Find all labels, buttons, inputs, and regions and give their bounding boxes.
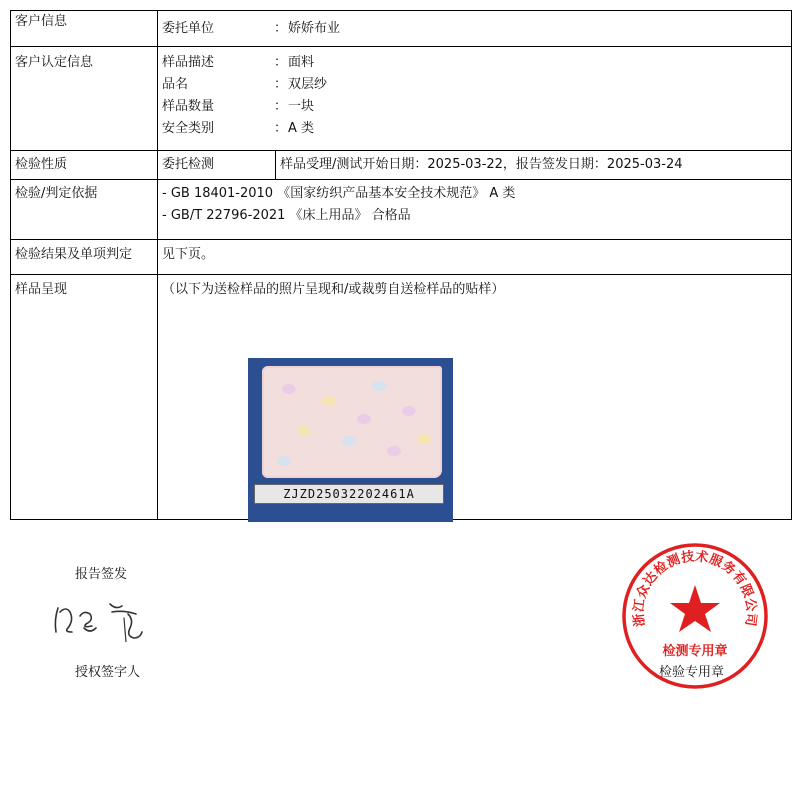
item-sep: ： xyxy=(274,77,288,92)
row-label-nature: 检验性质 xyxy=(11,151,158,180)
seal-company-text: 浙江众达检测技术服务有限公司 xyxy=(631,549,759,628)
item-sep: ： xyxy=(274,99,288,114)
sample-label: 样品呈现 xyxy=(15,282,68,297)
basis-label: 检验/判定依据 xyxy=(15,186,98,201)
report-issue-label: 报告签发 xyxy=(75,567,128,582)
row-content-customer xyxy=(158,11,792,47)
sample-photo xyxy=(248,358,453,522)
item-key: 安全类别 xyxy=(162,121,215,136)
item-key: 样品描述 xyxy=(162,55,215,70)
seal-caption: 检验专用章 xyxy=(659,665,725,680)
handwritten-signature xyxy=(50,598,150,642)
row-content-identified xyxy=(158,47,792,151)
row-content-nature xyxy=(158,151,792,180)
item-quantity xyxy=(162,96,791,118)
sample-tag: ZJZD25032202461A xyxy=(254,484,444,504)
client-sep: ： xyxy=(274,21,288,36)
inspection-type: 委托检测 xyxy=(158,151,276,179)
row-label-customer: 客户信息 xyxy=(11,11,158,47)
item-key: 品名 xyxy=(162,77,189,92)
client-value: 娇娇布业 xyxy=(288,21,341,36)
identified-label: 客户认定信息 xyxy=(15,55,94,70)
row-content-result xyxy=(158,240,792,275)
client-key: 委托单位 xyxy=(162,21,215,36)
item-value: 双层纱 xyxy=(288,77,328,92)
seal-center-text: 检测专用章 xyxy=(662,644,728,659)
standard-item: - GB 18401-2010 《国家纺织产品基本安全技术规范》 A 类 xyxy=(162,186,516,201)
authorized-signatory-label: 授权签字人 xyxy=(75,665,141,680)
inspection-dates: 样品受理/测试开始日期：2025-03-22，报告签发日期：2025-03-24 xyxy=(280,157,683,172)
row-label-basis xyxy=(11,180,158,240)
item-sep: ： xyxy=(274,121,288,136)
item-name xyxy=(162,74,791,96)
item-sep: ： xyxy=(274,55,288,70)
result-value: 见下页。 xyxy=(162,247,215,262)
item-value: 一块 xyxy=(288,99,315,114)
fabric-swatch xyxy=(262,366,442,478)
sample-note: （以下为送检样品的照片呈现和/或裁剪自送检样品的贴样） xyxy=(162,282,505,297)
row-label-sample xyxy=(11,275,158,520)
row-label-identified xyxy=(11,47,158,151)
row-content-basis xyxy=(158,180,792,240)
item-value: 面料 xyxy=(288,55,315,70)
item-key: 样品数量 xyxy=(162,99,215,114)
item-safety-category xyxy=(162,118,791,140)
star-icon xyxy=(670,585,720,632)
row-label-result xyxy=(11,240,158,275)
item-value: A 类 xyxy=(288,121,315,136)
result-label: 检验结果及单项判定 xyxy=(15,247,133,262)
standard-item: - GB/T 22796-2021 《床上用品》 合格品 xyxy=(162,208,411,223)
item-description xyxy=(162,52,791,74)
